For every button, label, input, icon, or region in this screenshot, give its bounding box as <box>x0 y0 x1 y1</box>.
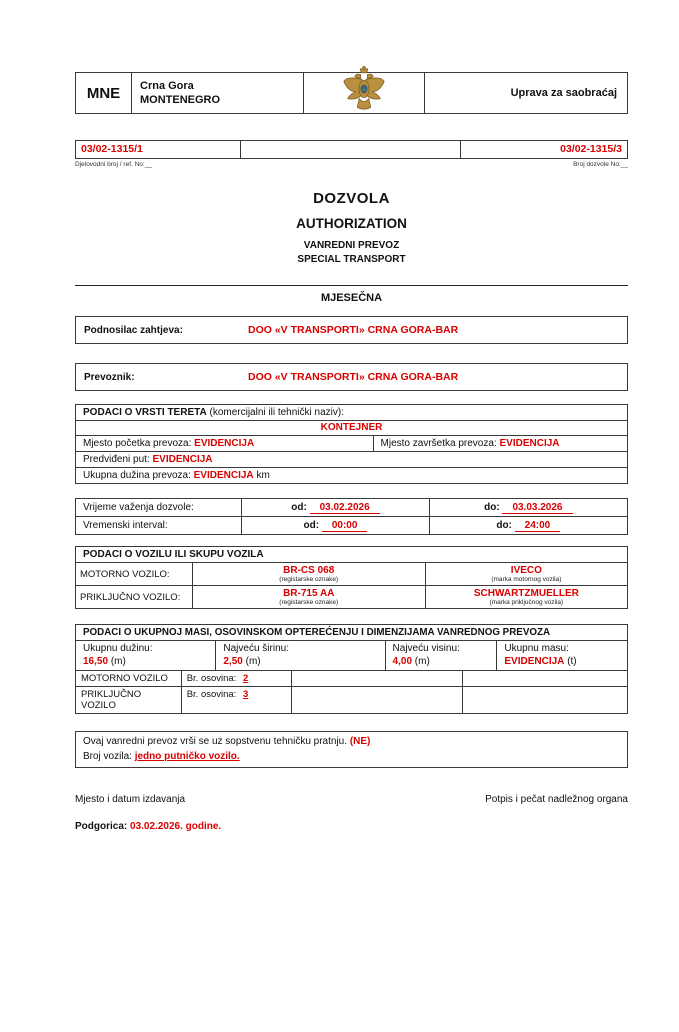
to-label: do: <box>496 520 512 531</box>
document-title: DOZVOLA <box>313 190 390 207</box>
planned-route-label: Predviđeni put: <box>83 454 150 465</box>
cargo-section-title: PODACI O VRSTI TERETA <box>83 407 207 418</box>
motor-vehicle-brand-caption: (marka motornog vozila) <box>491 576 562 583</box>
motor-vehicle-plate-caption: (registarske oznake) <box>279 576 339 583</box>
validity-section <box>75 498 628 535</box>
motor-axle-count: 2 <box>242 673 249 684</box>
permit-number: 03/02-1315/3 <box>460 140 628 159</box>
trailer-axles-vehicle-label: PRIKLJUČNO VOZILO <box>76 686 181 713</box>
transport-start <box>76 436 374 451</box>
total-mass-value: EVIDENCIJA <box>504 656 565 667</box>
total-length-cell <box>76 641 215 670</box>
carrier-value: DOO «V TRANSPORTI» CRNA GORA-BAR <box>248 371 459 383</box>
transport-start-label: Mjesto početka prevoza: <box>83 438 192 449</box>
escort-vehicles-label: Broj vozila: <box>83 751 132 762</box>
total-mass-cell <box>496 641 627 670</box>
document-subtitle: VANREDNI PREVOZ <box>303 240 400 251</box>
motor-axles-vehicle-label: MOTORNO VOZILO <box>76 670 181 686</box>
trailer-axles-cell <box>181 686 291 713</box>
period-type: MJESEČNA <box>320 292 383 304</box>
trailer-vehicle-label: PRIKLJUČNO VOZILO: <box>76 585 192 608</box>
time-interval-label: Vremenski interval: <box>76 516 241 534</box>
transport-start-value: EVIDENCIJA <box>194 438 255 449</box>
axle-count-label: Br. osovina: <box>186 689 237 700</box>
total-distance-label: Ukupna dužina prevoza: <box>83 470 191 481</box>
country-name: Crna Gora <box>140 79 194 92</box>
empty-cell <box>291 670 462 686</box>
cargo-section-note: (komercijalni ili tehnički naziv): <box>209 407 344 418</box>
signature-label: Potpis i pečat nadležnog organa <box>485 794 628 805</box>
max-height-unit: (m) <box>414 656 430 667</box>
to-label: do: <box>484 502 500 513</box>
validity-period-label: Vrijeme važenja dozvole: <box>83 502 194 513</box>
motor-axles-row <box>76 670 627 686</box>
empty-cell <box>462 686 627 713</box>
document-title-en: AUTHORIZATION <box>296 216 407 231</box>
ref-number: 03/02-1315/1 <box>75 140 241 159</box>
motor-vehicle-brand: IVECO <box>510 565 542 576</box>
emblem-cell <box>304 73 424 113</box>
dimensions-section-title: PODACI O UKUPNOJ MASI, OSOVINSKOM OPTEREĆENJU I DIMENZIJAMA VANREDNOG PREVOZA <box>76 625 627 641</box>
total-mass-label: Ukupnu masu: <box>504 643 569 654</box>
issue-place-label: Mjesto i datum izdavanja <box>75 794 186 805</box>
motor-vehicle-brand-cell <box>425 563 627 585</box>
authorization-document <box>75 72 628 832</box>
trailer-axles-row <box>76 686 627 713</box>
country-code: MNE <box>76 73 132 113</box>
time-to <box>429 516 627 534</box>
escort-statement-line <box>83 736 620 747</box>
motor-vehicle-plate-cell <box>192 563 425 585</box>
planned-route <box>76 452 627 468</box>
reference-section <box>75 140 628 168</box>
max-height-label: Najveću visinu: <box>392 643 460 654</box>
carrier-box <box>75 363 628 391</box>
transport-end-value: EVIDENCIJA <box>499 438 560 449</box>
max-height-cell <box>385 641 497 670</box>
trailer-axle-count: 3 <box>242 689 249 700</box>
max-width-label: Najveću širinu: <box>223 643 289 654</box>
total-mass-unit: (t) <box>567 656 577 667</box>
motor-vehicle-plate: BR-CS 068 <box>283 565 335 576</box>
axle-count-label: Br. osovina: <box>186 673 237 684</box>
ref-number-caption: Djelovodni broj / ref. No:__ <box>75 161 152 168</box>
time-from <box>241 516 428 534</box>
date-from-value: 03.02.2026 <box>310 502 380 514</box>
motor-axles-cell <box>181 670 291 686</box>
title-block <box>75 190 628 265</box>
escort-vehicles-line <box>83 751 620 762</box>
vehicles-section-title: PODACI O VOZILU ILI SKUPU VOZILA <box>76 547 627 563</box>
issue-date: 03.02.2026. godine. <box>130 821 222 832</box>
issue-place: Podgorica: <box>75 821 128 832</box>
validity-period-row <box>76 499 627 516</box>
time-from-value: 00:00 <box>322 520 368 532</box>
vehicles-section <box>75 546 628 609</box>
trailer-brand-cell <box>425 585 627 608</box>
transport-end <box>374 436 627 451</box>
total-length-label: Ukupnu dužinu: <box>83 643 153 654</box>
total-distance <box>76 468 627 483</box>
validity-date-from <box>241 499 428 516</box>
ref-box-middle <box>241 140 460 159</box>
cargo-route-endpoints <box>76 436 627 452</box>
transport-end-label: Mjesto završetka prevoza: <box>380 438 497 449</box>
max-width-cell <box>215 641 384 670</box>
total-length-unit: (m) <box>110 656 126 667</box>
total-length-value: 16,50 <box>83 656 109 667</box>
time-interval-row <box>76 516 627 534</box>
cargo-section <box>75 404 628 484</box>
escort-vehicles-value: jedno putničko vozilo. <box>134 751 240 762</box>
applicant-label: Podnosilac zahtjeva: <box>84 324 183 336</box>
max-width-value: 2,50 <box>223 656 243 667</box>
permit-number-caption: Broj dozvole No:__ <box>573 161 628 168</box>
applicant-box <box>75 316 628 344</box>
escort-section <box>75 731 628 768</box>
dimensions-section <box>75 624 628 714</box>
trailer-plate-cell <box>192 585 425 608</box>
trailer-plate-caption: (registarske oznake) <box>279 599 339 606</box>
empty-cell <box>462 670 627 686</box>
issue-place-line <box>75 821 628 832</box>
escort-statement: Ovaj vanredni prevoz vrši se uz sopstvenu tehničku pratnju. <box>83 736 348 747</box>
cargo-name: KONTEJNER <box>76 421 627 436</box>
planned-route-value: EVIDENCIJA <box>152 454 213 465</box>
trailer-brand: SCHWARTZMUELLER <box>473 588 579 599</box>
from-label: od: <box>303 520 320 531</box>
montenegro-coat-of-arms-icon <box>340 65 388 113</box>
carrier-label: Prevoznik: <box>84 371 135 383</box>
empty-cell <box>291 686 462 713</box>
motor-vehicle-label: MOTORNO VOZILO: <box>80 568 170 580</box>
trailer-plate: BR-715 AA <box>283 588 335 599</box>
cargo-section-header <box>76 405 627 421</box>
country-name-en: MONTENEGRO <box>140 94 221 106</box>
document-subtitle-en: SPECIAL TRANSPORT <box>297 254 406 265</box>
authority-name: Uprava za saobraćaj <box>424 73 627 113</box>
from-label: od: <box>291 502 307 513</box>
total-distance-unit: km <box>256 470 270 481</box>
document-header <box>75 72 628 114</box>
time-to-value: 24:00 <box>515 520 561 532</box>
validity-date-to <box>429 499 627 516</box>
max-height-value: 4,00 <box>392 656 413 667</box>
max-width-unit: (m) <box>245 656 261 667</box>
date-to-value: 03.03.2026 <box>502 502 572 514</box>
trailer-brand-caption: (marka priključnog vozila) <box>489 599 564 606</box>
applicant-value: DOO «V TRANSPORTI» CRNA GORA-BAR <box>248 324 459 336</box>
footer-labels <box>75 794 628 805</box>
escort-flag: (NE) <box>349 736 371 747</box>
country-name-block <box>132 73 304 113</box>
title-divider <box>75 285 628 286</box>
total-distance-value: EVIDENCIJA <box>193 470 254 481</box>
